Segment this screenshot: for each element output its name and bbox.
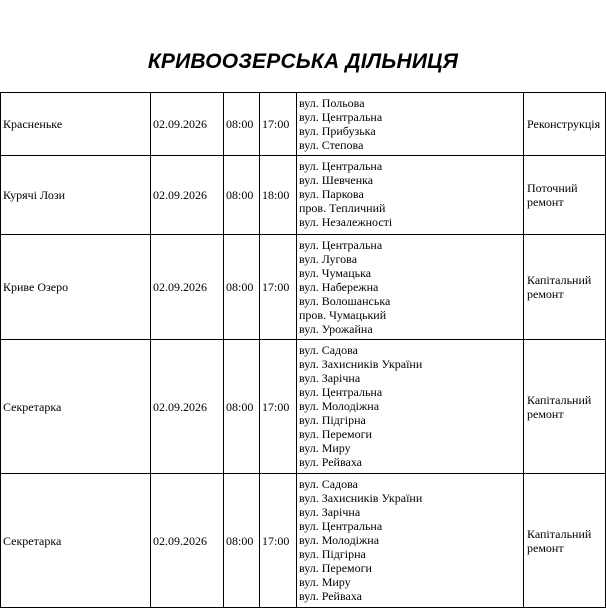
end-time-cell: 17:00 [260,93,297,156]
date-cell: 02.09.2026 [151,474,224,608]
end-time-cell: 17:00 [260,235,297,340]
work-type-cell: Капітальний ремонт [524,340,606,474]
street-item: вул. Підгірна [299,413,366,427]
street-item: вул. Перемоги [299,561,372,575]
date-cell: 02.09.2026 [151,156,224,235]
street-item: вул. Центральна [299,519,383,533]
street-item: вул. Садова [299,343,358,357]
street-item: вул. Урожайна [299,322,373,336]
work-type-cell: Поточний ремонт [524,156,606,235]
table-row [1,340,606,474]
start-time-cell: 08:00 [224,156,260,235]
street-item: вул. Зарічна [299,371,361,385]
street-item: вул. Центральна [299,385,383,399]
page-title: КРИВООЗЕРСЬКА ДІЛЬНИЦЯ [147,50,459,73]
end-time-cell: 18:00 [260,156,297,235]
table-row [1,474,606,608]
street-item: вул. Чумацька [299,266,372,280]
village-cell: Секретарка [1,340,151,474]
street-item: вул. Перемоги [299,427,372,441]
date-cell: 02.09.2026 [151,235,224,340]
street-item: вул. Паркова [299,187,364,201]
start-time-cell: 08:00 [224,235,260,340]
village-cell: Криве Озеро [1,235,151,340]
street-item: вул. Зарічна [299,505,361,519]
village-cell: Секретарка [1,474,151,608]
work-type-cell: Капітальний ремонт [524,474,606,608]
street-item: вул. Рейваха [299,455,362,469]
end-time-cell: 17:00 [260,340,297,474]
street-item: вул. Садова [299,477,358,491]
street-item: вул. Центральна [299,238,383,252]
street-item: вул. Набережна [299,280,379,294]
outage-table [0,92,606,608]
date-cell: 02.09.2026 [151,340,224,474]
streets-cell [297,156,524,235]
date-cell: 02.09.2026 [151,93,224,156]
street-item: вул. Польова [299,96,365,110]
street-item: вул. Степова [299,138,364,152]
work-type-cell: Реконструкція [524,93,606,156]
table-row [1,235,606,340]
work-type-cell: Капітальний ремонт [524,235,606,340]
street-item: вул. Миру [299,441,351,455]
street-item: пров. Чумацький [299,308,387,322]
start-time-cell: 08:00 [224,93,260,156]
table-row [1,93,606,156]
street-item: вул. Миру [299,575,351,589]
street-item: вул. Молодіжна [299,399,380,413]
street-item: вул. Центральна [299,110,383,124]
street-item: пров. Тепличний [299,201,386,215]
street-item: вул. Шевченка [299,173,374,187]
end-time-cell: 17:00 [260,474,297,608]
street-item: вул. Захисників України [299,491,423,505]
street-item: вул. Підгірна [299,547,366,561]
village-cell: Курячі Лози [1,156,151,235]
streets-cell [297,235,524,340]
table-row [1,156,606,235]
street-item: вул. Молодіжна [299,533,380,547]
street-item: вул. Волошанська [299,294,391,308]
street-item: вул. Захисників України [299,357,423,371]
streets-cell [297,93,524,156]
streets-cell [297,474,524,608]
street-item: вул. Рейваха [299,589,362,603]
village-cell: Красненьке [1,93,151,156]
start-time-cell: 08:00 [224,474,260,608]
start-time-cell: 08:00 [224,340,260,474]
street-item: вул. Незалежності [299,215,393,229]
street-item: вул. Центральна [299,159,383,173]
streets-cell [297,340,524,474]
street-item: вул. Прибузька [299,124,376,138]
street-item: вул. Лугова [299,252,358,266]
